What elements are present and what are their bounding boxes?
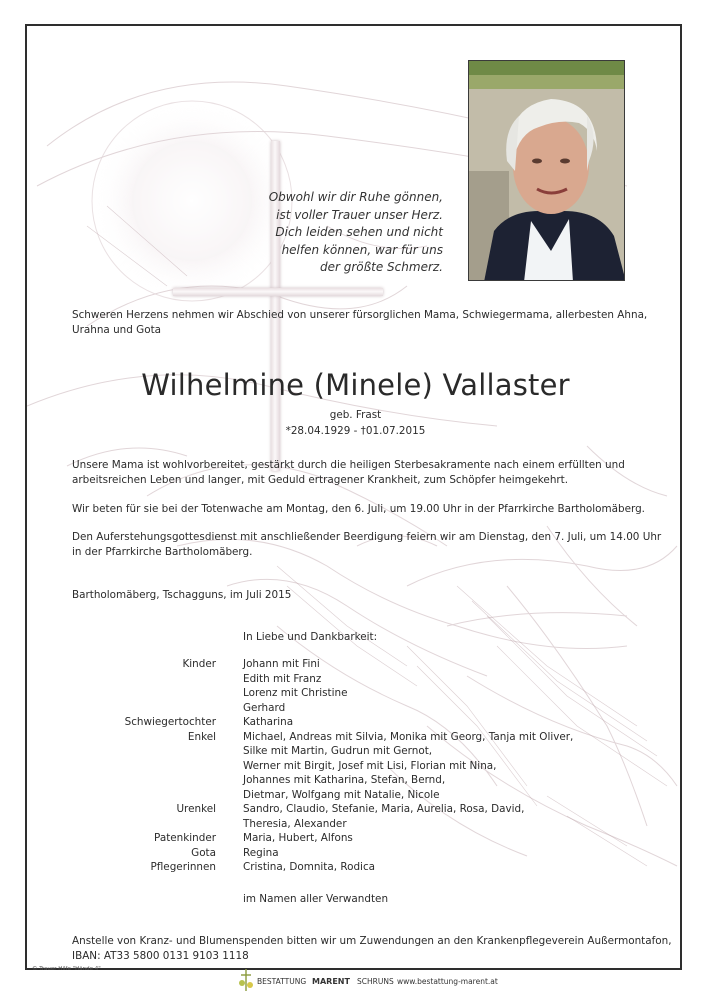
mourner-row bbox=[27, 860, 682, 875]
place-date: Bartholomäberg, Tschagguns, im Juli 2015 bbox=[72, 589, 292, 601]
mourner-row bbox=[27, 817, 682, 832]
birth-name: geb. Frast bbox=[329, 409, 382, 421]
mourner-row bbox=[27, 657, 682, 672]
mourner-relation: Pflegerinnen bbox=[150, 861, 216, 873]
mourner-relation: Patenkinder bbox=[154, 832, 216, 844]
intro-line: Schweren Herzens nehmen wir Abschied von unserer fürsorglichen Mama, Schwiegermama, allerbesten Ahna, bbox=[72, 309, 648, 321]
company-name: MARENT bbox=[312, 977, 350, 986]
mourner-row bbox=[27, 759, 682, 774]
paragraph-line: Unsere Mama ist wohlvorbereitet, gestärkt durch die heiligen Sterbesakramente nach einem erfüllten und bbox=[72, 459, 625, 471]
mourner-row bbox=[27, 831, 682, 846]
mourner-row bbox=[27, 773, 682, 788]
mourner-names: Lorenz mit Christine bbox=[243, 687, 348, 699]
intro-text bbox=[72, 308, 647, 338]
mourner-names: Edith mit Franz bbox=[243, 672, 322, 685]
donation-line: Anstelle von Kranz- und Blumenspenden bitten wir um Zuwendungen an den Krankenpflegeverein Außermontafon, bbox=[72, 935, 672, 947]
paragraph-line: arbeitsreichen Leben und langer, mit Geduld ertragener Krankheit, zum Schöpfer heimgekehrt. bbox=[72, 474, 569, 486]
donation-line: IBAN: AT33 5800 0131 9103 1118 bbox=[72, 950, 249, 962]
mourner-names: Katharina bbox=[243, 716, 294, 728]
poem-line: ist voller Trauer unser Herz. bbox=[276, 207, 443, 222]
intro-line: Urahna und Gota bbox=[72, 324, 162, 336]
company-website: www.bestattung-marent.at bbox=[397, 977, 498, 986]
mourner-names: Dietmar, Wolfgang mit Natalie, Nicole bbox=[243, 788, 440, 801]
company-location: SCHRUNS bbox=[357, 977, 394, 986]
mourner-row bbox=[27, 730, 682, 745]
company-prefix: BESTATTUNG bbox=[257, 977, 307, 986]
paragraph-2: Wir beten für sie bei der Totenwache am Montag, den 6. Juli, um 19.00 Uhr in der Pfarrkirche Bartholomäberg. bbox=[72, 503, 645, 515]
mourner-row bbox=[27, 672, 682, 687]
mourner-relation: Kinder bbox=[182, 658, 216, 670]
cross-horizontal-beam bbox=[173, 288, 383, 296]
paragraph-3 bbox=[72, 530, 661, 560]
mourner-row bbox=[27, 686, 682, 701]
mourner-row bbox=[27, 701, 682, 716]
mourner-names: Johann mit Fini bbox=[243, 658, 320, 670]
mourner-relation: Enkel bbox=[187, 730, 216, 743]
mourner-row bbox=[27, 715, 682, 730]
mourner-names: Johannes mit Katharina, Stefan, Bernd, bbox=[243, 774, 446, 786]
paragraph-line: Den Auferstehungsgottesdienst mit anschließender Beerdigung feiern wir am Dienstag, den 7. Juli, um 14.00 Uhr bbox=[72, 531, 662, 543]
mourner-names: Michael, Andreas mit Silvia, Monika mit Georg, Tanja mit Oliver, bbox=[243, 730, 574, 743]
mourner-names: Silke mit Martin, Gudrun mit Gernot, bbox=[243, 745, 433, 757]
copyright-note: © Trauer Hilfe "Hände 4" bbox=[32, 966, 101, 972]
mourners-closing: im Namen aller Verwandten bbox=[243, 893, 389, 905]
deceased-name: Wilhelmine (Minele) Vallaster bbox=[141, 368, 570, 402]
mourner-row bbox=[27, 744, 682, 759]
portrait-photo bbox=[468, 60, 625, 281]
mourner-row bbox=[27, 846, 682, 861]
mourner-names: Sandro, Claudio, Stefanie, Maria, Aurelia, Rosa, David, bbox=[243, 803, 525, 815]
poem-line: helfen können, war für uns bbox=[281, 242, 443, 257]
mourners-heading: In Liebe und Dankbarkeit: bbox=[243, 631, 378, 643]
mourner-relation: Schwiegertochter bbox=[124, 716, 216, 728]
paragraph-line: in der Pfarrkirche Bartholomäberg. bbox=[72, 546, 253, 558]
mourner-row bbox=[27, 788, 682, 803]
mourner-names: Maria, Hubert, Alfons bbox=[243, 832, 353, 844]
mourner-row bbox=[27, 802, 682, 817]
mourner-names: Werner mit Birgit, Josef mit Lisi, Florian mit Nina, bbox=[243, 759, 497, 772]
poem-line: der größte Schmerz. bbox=[319, 260, 443, 274]
mourner-names: Cristina, Domnita, Rodica bbox=[243, 861, 376, 873]
poem-line: Obwohl wir dir Ruhe gönnen, bbox=[268, 190, 443, 204]
mourner-names: Theresia, Alexander bbox=[243, 817, 347, 830]
funeral-home-logo-icon bbox=[238, 969, 254, 991]
paragraph-1 bbox=[72, 458, 625, 488]
mourner-relation: Gota bbox=[191, 846, 216, 859]
life-dates: *28.04.1929 - †01.07.2015 bbox=[285, 425, 426, 437]
mourner-relation: Urenkel bbox=[176, 803, 216, 815]
poem bbox=[263, 189, 443, 277]
mourner-names: Regina bbox=[243, 846, 279, 859]
donation-text bbox=[72, 934, 672, 964]
mourner-names: Gerhard bbox=[243, 701, 286, 714]
poem-line: Dich leiden sehen und nicht bbox=[275, 225, 443, 239]
notice-frame bbox=[25, 24, 682, 970]
